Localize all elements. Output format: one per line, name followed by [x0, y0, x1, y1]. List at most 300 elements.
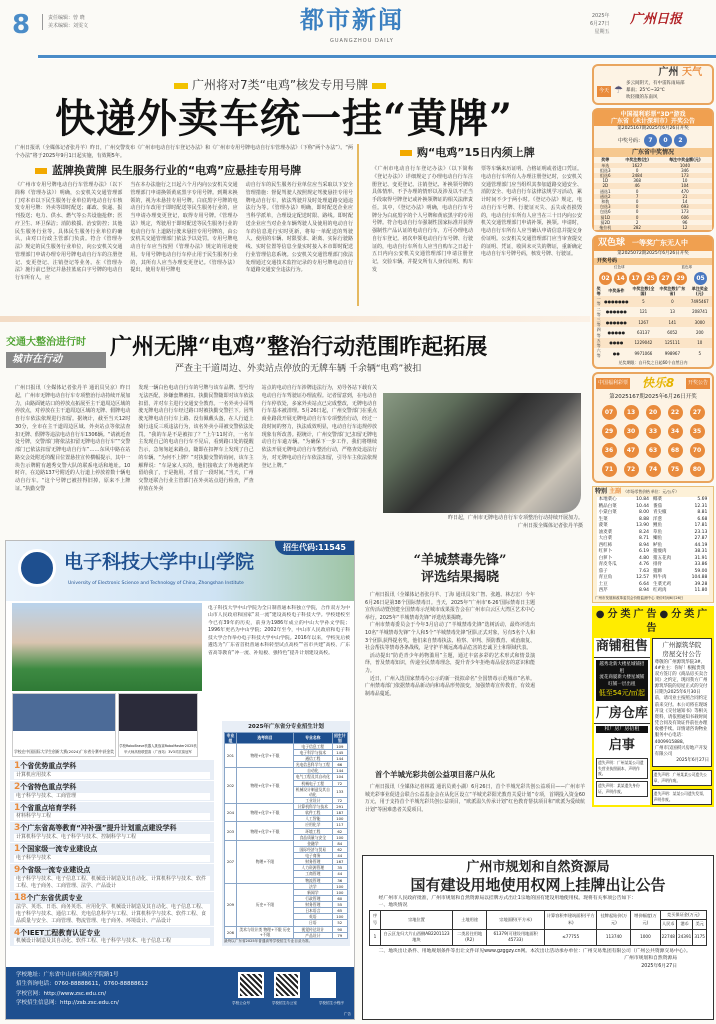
- stat-number: 4: [14, 927, 21, 938]
- group-code: 207: [225, 840, 237, 883]
- cell: 113740: [597, 929, 631, 945]
- price-value: 23.13: [694, 529, 708, 535]
- blue-label: 蓝色球: [681, 265, 692, 270]
- column: 动自行车的民生服务行业单位应当采取以下安全管理措施：督促驾驶人按照规定驾驶悬挂专用号牌电动自行车，依法驾驶并及时处理道路交通违法行为等。《管理办法》明确，即时配送企业应当科学派单，合理设定配送时限、路线。即时配送企业应当对企业车辆驾驶人及使用的电动自行车的信息进行实时更新，将每一单配送的驾驶人、使用的车辆、时限要求、距离、实际行驶路线、实时位置等信息全量实时接入本市即时配送行业管理信息系统。公安机关交通管理部门依法处理通过交通技术监控记录的专用号牌电动自行车道路交通安全违法行为。: [245, 182, 353, 274]
- school-contacts: [6, 967, 354, 1019]
- cell: 0: [635, 188, 639, 194]
- stat-desc: 机械设计制造及其自动化、软件工程、电子科学与技术、电子信息工程: [14, 938, 210, 945]
- cell: 12: [658, 225, 712, 230]
- group-req: 物理+化学+不限: [236, 743, 293, 768]
- notice-subtitle: 国有建设用地使用权网上挂牌出让公告: [410, 876, 666, 895]
- bar-icon: [400, 150, 412, 156]
- cloud-rain-icon: ☂: [614, 85, 623, 97]
- story1-subhead-2: [400, 145, 535, 160]
- price-value: 8.81: [697, 510, 708, 516]
- cell: ●●●●●●●: [603, 296, 629, 306]
- quota: 144: [332, 756, 347, 762]
- section-2: 二、地块出让条件、用地规划条件等出让文件详见www.gzggzy.cn网。本次出让活动承办单位：广州交易集团有限公司（广州公共资源交易中心）。: [378, 948, 691, 954]
- price-value: 27.87: [694, 536, 708, 542]
- weather-day: 今天: [597, 86, 611, 98]
- section-heading: 一、地块情况: [378, 903, 408, 909]
- plan-title: 2025年广东省分专业招生计划: [248, 724, 324, 730]
- signature: 广州市规划和自然资源局: [624, 956, 677, 962]
- cell: 21: [658, 194, 712, 199]
- ball: 2: [674, 134, 687, 147]
- story3-body2: 广州日报讯（全媒体记者林霞 通讯员黄小湖）6月26日，首个羊城光彩共创公益项目——广州市羊城光彩事业促进会联合公益基金会在从化区设立“羊城光彩阳光教育关爱计划”专项，首期投入资金60万元，用于支持首个羊城光彩共创公益项目，“欧派温久传承计划”红色教育帮扶项目和“欧派为爱续航计划”等困难患者关爱项目。: [365, 784, 585, 813]
- website-link[interactable]: 学校招生信息网：http://zsb.zsc.edu.cn/: [16, 1000, 119, 1007]
- cell: 606: [658, 215, 712, 220]
- column: 当在本办法施行之日起六个月内向公安机关交通管理部门申请换领黄底黑字专用号牌。到期未换领的，视为未悬挂专用号牌。白底黑字号牌的电动自行车改用于即时配送等民生服务行业的，应当申请办理变更登记，取得专用号牌。《管理办法》规定，驾驶用于即时配送等民生服务行业的电动自行车上道路行驶未悬挂专用号牌的，由公安机关交通管理部门依法予以处罚。专用号牌电动自行车应当按照《管理办法》规定的用途使用。专用号牌电动自行车停止用于民生服务行业的，其所有人应当办理变更登记。《管理办法》提出，使用专用号牌电: [130, 182, 238, 274]
- story3-subhead: 首个羊城光彩共创公益项目落户从化: [375, 770, 495, 779]
- price-value: 8.24: [638, 529, 649, 535]
- cell: 0: [617, 204, 658, 209]
- cell: 96: [682, 219, 688, 225]
- cell: 5: [698, 350, 702, 356]
- school-advertisement: [5, 540, 355, 1020]
- price-title2: 主副: [609, 487, 622, 495]
- major: 人力资源管理: [293, 865, 332, 871]
- item-name: 排骨: [652, 562, 662, 568]
- paragraph: 广州市禁毒委员会于今年3月启动了“羊城禁毒先锋”选树活动，最终评选出10名“羊城禁毒先锋”个人和5个“羊城禁毒先锋”团队正式对象，另有5名个人和3个团队获得提名奖。他们来自禁毒执法、检察、审判、预防教育、戒治康复、社会帮扶等禁毒各条战线，是守护羊城远离毒品危害的忠诚卫士和领域代表。: [365, 622, 535, 652]
- story2-headline: 广州无牌“电鸡”整治行动范围昨起拓展: [110, 334, 488, 360]
- kl8-ball: 29: [602, 424, 617, 439]
- quota: 36: [332, 877, 347, 883]
- cell: ●●●●●●: [605, 309, 627, 315]
- story1-intro: 广州日报讯（全媒体记者张丹羊）昨日，广州交警发布《广州市电动自行车登记办法》和《广州市专用号牌电动自行车管理办法》（下称“两个办法”）。“两个办法”将于2025年9月1日起实施，有效期5年。: [15, 145, 353, 159]
- bar-icon: [35, 168, 47, 174]
- th: 中奖注数(全国): [632, 285, 655, 297]
- subhead-text: 蓝牌换黄牌 民生服务行业的“电鸡”应悬挂专用号牌: [52, 164, 302, 177]
- price-value: 13.90: [636, 523, 649, 529]
- headline-line: “羊城禁毒先锋”: [413, 553, 507, 568]
- quota: 90: [332, 926, 347, 932]
- quota: 291: [332, 804, 347, 810]
- cell: 通选1: [599, 188, 611, 194]
- major: 人工智能: [293, 816, 332, 822]
- stat-label: 个省特色重点学科: [20, 782, 77, 791]
- quota: 100: [332, 889, 347, 895]
- stat-heading: [14, 803, 210, 814]
- group-code: 203: [225, 822, 237, 840]
- small-ad: 遗失声明：广州某某公司遗失营业执照副本，声明作废。: [596, 758, 648, 780]
- item-name: 鲈鱼: [652, 542, 662, 548]
- school-name-en: University of Electronic Science and Technology of China, Zhongshan Institute: [68, 581, 244, 586]
- price-table: [597, 497, 710, 595]
- stat-desc: 法学、英语、日语、商务英语、应用化学、机械设计制造及其自动化、电子信息工程、电子科学与技术、通信工程、光电信息科学与工程、计算机科学与技术、软件工程、食品质量与安全、工商管理、物流管理、电子商务、环境设计、产品设计: [14, 904, 210, 925]
- year: 2025年: [591, 13, 610, 19]
- table-row: [594, 296, 712, 306]
- cell: 14: [682, 198, 688, 204]
- item-name: 白萝卜: [598, 555, 613, 561]
- weather-label: 天气: [682, 67, 702, 78]
- major: 工商管理: [293, 871, 332, 877]
- item-name: 红鸡肉: [652, 588, 667, 594]
- cell: 13: [669, 309, 675, 315]
- kl8-ball: 72: [624, 462, 639, 477]
- label: 中奖号码：: [617, 138, 643, 145]
- stat-label: 个省级一流专业建设点: [20, 865, 91, 874]
- photo-caption: [385, 515, 583, 531]
- stat-number: 3: [14, 823, 21, 834]
- cell: 282: [617, 225, 658, 230]
- th: 招生计划: [334, 732, 346, 743]
- photo-credit: 广州日报全媒体记者张丹羊摄: [517, 522, 583, 529]
- stat-item: [10, 802, 214, 822]
- small-ad: 遗失声明：广州某某公司遗失公章，声明作废。: [652, 770, 712, 786]
- major: 视觉传达设计: [293, 926, 332, 932]
- contact-line: 招生咨询电话：0760-88888611，0760-88888612: [16, 981, 148, 988]
- group-req: 物理+化学+不限: [236, 804, 293, 822]
- major: 电子信息工程: [293, 743, 332, 749]
- th: 竞买保证金(万元): [660, 910, 706, 920]
- cell: 173: [681, 209, 689, 215]
- qr-code-icon[interactable]: [274, 972, 300, 998]
- red-ball: 27: [659, 272, 672, 285]
- notice-title: 房屋交付公告: [662, 650, 702, 659]
- story1-body-2: [372, 166, 582, 275]
- stat-number: 1: [14, 844, 21, 855]
- weekday: 星期五: [594, 29, 610, 35]
- cell: 组选3: [599, 167, 611, 173]
- subhead-text: 购“电鸡”15日内须上牌: [417, 146, 535, 159]
- price-value: 6.64: [638, 581, 649, 587]
- th: 专业组: [225, 732, 237, 743]
- major: 财务管理: [293, 902, 332, 908]
- th: 专业名称: [293, 732, 332, 743]
- cell: 3175: [693, 929, 707, 945]
- issue: 第2025167期2025年6月26日开奖: [609, 394, 697, 401]
- quota: 52: [332, 920, 347, 926]
- kl8-ball: 80: [690, 462, 705, 477]
- notice-intro: 经广州市人民政府批准，广州市规划和自然资源局以挂牌方式出让1宗地的国有建设用地使用权。现将有关事项公告如下：: [378, 896, 636, 901]
- quota: 35: [332, 865, 347, 871]
- price-value: 17.81: [694, 523, 708, 529]
- ssq-table: [594, 286, 712, 359]
- item-name: 猪五花肉: [652, 555, 671, 561]
- stat-item: [10, 892, 214, 926]
- price-value: 31.91: [694, 555, 708, 561]
- cell: 猜2D: [600, 219, 611, 225]
- column-tag: [6, 336, 106, 368]
- stat-heading: [14, 893, 210, 904]
- quota: 104: [332, 774, 347, 780]
- kl8-ball: 68: [668, 443, 683, 458]
- separator: [357, 144, 359, 306]
- qr-code-icon[interactable]: [310, 972, 336, 998]
- major: 环境工程: [293, 828, 332, 834]
- cell: 998967: [664, 350, 681, 356]
- item-name: 小棠白菜: [598, 510, 617, 516]
- day: 6月27日: [590, 21, 610, 27]
- column: 《广州市专用号牌电动自行车管理办法》（以下简称《管理办法》）明确，公安机关交通管理部门对本市以下民生服务行业单位的电动自行车核发专用号牌：外卖等即时配送；邮政、快递、报刊投送；电力、供水、燃气等公共设施抢修；医疗卫生、环卫保洁；消防救援、治安防控；其他民生服务行业等。具体民生服务行业单位的确认，由对口行政主管部门负责。符合《管理办法》规定的民生服务行业单位，向公安机关交通管理部门申请办理专用号牌电动自行车的注册登记、变更登记、注销登记等业务。在《管理办法》施行前已登记并悬挂蓝底白字号牌的电动自行车所有人，应: [15, 182, 123, 281]
- major: 金融学: [293, 840, 332, 846]
- th: 奖等: [601, 157, 610, 163]
- major: 食品质量与安全: [293, 834, 332, 840]
- cell: ●●●●●: [607, 329, 626, 335]
- lottery-3d: [592, 108, 714, 232]
- cell: 2D: [594, 183, 617, 188]
- column: 站点的电动自行车涉牌违法行为，劝导各站下载有关电动自行车驾驶证办理流程。记者留意到，在电动自行车停放处，多家外卖站点已完成整改，无牌电动自行车基本被清理。5月26日起，广州交警部门在重点商业路段开展无牌电动自行车专项整治行动，经过一段时间的努力，执法成效明显，电动自行车违规停放现象有所改善。据统计，广州交警部门已扣留无牌电动自行车逾万辆。“为确保下一步工作，我们将继续依法开展无牌电动自行车整治行动，严格查处违法行为，对无牌电动自行车依法扣留，引导车主依法依规登记上牌。”: [261, 385, 377, 469]
- cell: 141: [657, 317, 687, 327]
- table-row: [594, 338, 712, 348]
- th: 中奖注数(注): [625, 157, 649, 163]
- th: 单注奖金(元): [691, 285, 708, 297]
- quota: 144: [332, 768, 347, 774]
- price-unit: （市场零售价格 单位：元/公斤）: [623, 488, 679, 494]
- page-number: 8: [12, 10, 31, 40]
- major: 通信工程: [293, 756, 332, 762]
- kl8-ball: 22: [668, 405, 683, 420]
- ad-warehouse-heading: 厂房仓库: [594, 705, 650, 724]
- quota: 60: [332, 895, 347, 901]
- right-column: [592, 64, 714, 807]
- stat-desc: 电子科学与技术、电子信息工程、机械设计制造及其自动化、计算机科学与技术、软件工程、电子商务、工商管理、法学、产品设计: [14, 876, 210, 890]
- headline-line: 评选结果揭晓: [420, 569, 499, 585]
- editors: [42, 14, 88, 30]
- qr-code-icon[interactable]: [238, 972, 264, 998]
- kl8-ball: 71: [602, 462, 617, 477]
- lottery-3d-title: [594, 110, 712, 126]
- cell: 22748: [660, 929, 676, 945]
- notice-title: 广州源筑华院: [662, 641, 702, 650]
- section-title-en: GUANGZHOU DAILY: [330, 38, 394, 44]
- ad-line: 低至54元/㎡起: [598, 689, 645, 698]
- item-name: 猪蹄: [652, 568, 662, 574]
- stat-desc: 材料科学与工程: [14, 813, 210, 820]
- notice-sign: 广州市汉国祺兴房地产开发有限公司: [654, 745, 708, 757]
- lottery-3d-table: [594, 157, 712, 230]
- major: 机械设计制造及其自动化: [293, 786, 332, 797]
- ball: 0: [659, 134, 672, 147]
- major: 机械电子工程: [293, 780, 332, 786]
- price-value: 8.00: [638, 510, 649, 516]
- th: 每注中奖金额(元): [669, 157, 701, 163]
- story3-headline: [380, 553, 540, 587]
- cell: 1D: [602, 178, 609, 184]
- cell: 组选6: [594, 173, 617, 178]
- story2-subhead: 严查主干道周边、外卖站点停放的无牌车辆 千余辆“电鸡”被扣: [175, 364, 422, 374]
- ad-warehouse[interactable]: 和厂房厂房招租: [596, 726, 648, 734]
- ssq-title: 双色球: [598, 238, 626, 249]
- ssq-banner: 一等奖广东无人中: [632, 239, 689, 248]
- item-name: 洋葱: [652, 516, 662, 522]
- major: 行政管理: [293, 895, 332, 901]
- group-code: 206: [225, 926, 237, 938]
- item-name: 青尖椒: [652, 510, 667, 516]
- cell: 63137: [637, 329, 650, 335]
- section-title: 都市新闻: [300, 5, 404, 34]
- cell: 2484: [617, 173, 658, 178]
- th: 中奖条件: [608, 288, 625, 294]
- quota: 117: [332, 822, 347, 828]
- cell: 1000: [631, 929, 660, 945]
- table-row: [594, 225, 712, 230]
- major: 英语: [293, 914, 332, 920]
- issue: 第2025072期2025年6月26日开奖: [617, 250, 689, 256]
- item-name: 鲜牛肉: [652, 575, 667, 581]
- major: 国际经济与贸易: [293, 846, 332, 852]
- notice-body: 尊敬的广州源筑华院3#、4#业主：你好！根据贵我双方签订的《商品房买卖合同》之约定，现同我方广州源筑华院的房屋正式的交付日期为2025年6月30日前，请司业主按照合同约定前来交付。本公司将在现场开设《交付通知书》等相关资料，请依照通知书载时间凭合同及有效证件前往办理收楼手续。详情请咨询物业服务中心电话：4009915888。: [654, 659, 708, 745]
- cell: 六等: [596, 348, 601, 359]
- notice-date: 2025年6月27日: [676, 758, 709, 764]
- quota: 55: [332, 902, 347, 908]
- quota: 100: [332, 816, 347, 822]
- item-name: 椰菜: [652, 497, 662, 503]
- quota: 62: [332, 846, 347, 852]
- ad-shop[interactable]: [596, 660, 648, 701]
- cell: 104: [658, 183, 712, 188]
- group-code: 202: [225, 768, 237, 804]
- price-value: 59.00: [694, 568, 708, 574]
- group-req: 历史+不限: [236, 883, 293, 926]
- cell: 0: [635, 198, 639, 204]
- quota: 72: [332, 797, 347, 803]
- cell: 1267: [630, 317, 658, 327]
- quota: 79: [332, 932, 347, 938]
- quota: 66: [332, 762, 347, 768]
- quota: 44: [332, 853, 347, 859]
- price-value: 12.31: [694, 503, 708, 509]
- quota: 100: [332, 883, 347, 889]
- cell: 208741: [692, 309, 708, 315]
- th: 土地用途: [453, 910, 487, 929]
- price-value: 11.80: [694, 588, 708, 594]
- small-ad: 遗失声明：某某公司遗失发票，声明作废。: [652, 789, 712, 805]
- cell: 1229042: [630, 338, 658, 348]
- th: 增价幅度(万元): [631, 910, 660, 929]
- weather-box: [592, 64, 714, 105]
- divider: [0, 316, 590, 322]
- school-stats: [6, 759, 218, 947]
- stat-heading: [14, 761, 210, 772]
- major: 应用化学: [293, 822, 332, 828]
- kl8-logo: 快乐8: [641, 375, 675, 390]
- cell: 三等: [594, 317, 603, 327]
- major: 日语: [293, 920, 332, 926]
- column: 《广州市电动自行车登记办法》（以下简称《登记办法》）详细规定了办理电动自行车注册登记、变更登记、注销登记、补换领号牌的具体情形、不予办理的情形以及涉及以不正当手段取得号牌登记或补换领牌证的相关法律责任。其中，《登记办法》明确，电动自行车号牌分为白底黑字的个人号牌和黄底黑字的专用号牌。符合电动自行车强制性国家标准并获得强制性产品认证的电动自行车，方可办理电动自行车登记。初次申领电动自行车号牌、行驶证的，电动自行车所有人应当自购车之日起十五日内向公安机关交通管理部门申请注册登记，交验车辆，并提交所有人身份证明、购车发: [372, 166, 473, 273]
- th: 宗地位置: [380, 910, 452, 929]
- cell: 拖拉机: [594, 225, 617, 230]
- item-name: 青豆角: [598, 575, 613, 581]
- stat-number: 2: [14, 781, 21, 792]
- table-row: [370, 929, 707, 945]
- award-photo-2: [118, 693, 198, 757]
- th: 序号: [370, 910, 381, 929]
- kl8-ball: 33: [646, 424, 661, 439]
- table-title: 广东省中奖情况: [594, 148, 712, 157]
- cell: 1040: [658, 163, 712, 168]
- cell: 173: [658, 173, 712, 178]
- title-line: 中国福利彩票“3D”游戏: [620, 110, 686, 118]
- editor: 责任编辑：曾 晓: [48, 15, 85, 21]
- major: 物流管理: [293, 877, 332, 883]
- paragraph: 广州日报讯（全媒体记者张丹羊、丁海 通讯员朱广智、张越、林志宏）今年6月26日是第38个国际禁毒日。当天，2025年“广州市‘6·26’国际禁毒日主题宣传活动暨创建全国禁毒示范城市成果报告会在广州市白云区大湾区艺术中心举行。2025年“羊城禁毒先锋”评选结果揭晓。: [365, 592, 535, 621]
- cell: 121: [639, 309, 648, 315]
- stat-heading: [14, 928, 210, 939]
- kicker-text: 广州将对7类“电鸡”核发专用号牌: [192, 78, 369, 92]
- kl8-ball: 75: [668, 462, 683, 477]
- price-value: 10.84: [636, 497, 649, 503]
- quota: 100: [332, 914, 347, 920]
- major: 软件工程: [293, 810, 332, 816]
- lottery-ssq: [592, 235, 714, 369]
- cell: 猜1D: [594, 215, 617, 220]
- website-link[interactable]: 学校官网：http://www.zsc.edu.cn/: [16, 990, 107, 997]
- kl8-balls: [594, 402, 712, 481]
- campus-photo: [12, 603, 202, 691]
- kl8-ball: 47: [624, 443, 639, 458]
- delivery-notice: [652, 638, 712, 767]
- stat-desc: 计算机科学与技术、电子科学与技术、控制科学与工程: [14, 834, 210, 841]
- cell: ●●●●●●: [603, 317, 629, 327]
- cell: 二等: [596, 306, 601, 317]
- classified-ads: [592, 606, 714, 806]
- ad-line: 流花商厦新大楼星城铺: [599, 675, 645, 681]
- cell: 一等: [594, 296, 603, 306]
- header-rule: [38, 55, 716, 59]
- notice-title: 广州市规划和自然资源局: [466, 860, 610, 875]
- stat-label: 个IEET工程教育认证专业: [20, 928, 101, 937]
- price-value: 8.88: [638, 516, 649, 522]
- th: 奖等: [596, 285, 601, 297]
- ad-line: 越秀北新大楼星城铺招租: [599, 661, 645, 674]
- price-value: 4.76: [638, 562, 649, 568]
- group-req: 美术与设计类 物理+不限 历史+不限: [236, 926, 293, 938]
- winning-numbers: [594, 133, 712, 148]
- quota: 187: [332, 810, 347, 816]
- ball: 7: [644, 134, 657, 147]
- red-ball: 25: [644, 272, 657, 285]
- cell: 包选3: [594, 204, 617, 209]
- column: 票等车辆来历证明、合格证明或者进口凭证。电动自行车所有人办理注册登记时，公安机关交通管理部门应当组织其参加道路交通安全、消防安全、电动自行车法律法规学习活动，累计时间不少于两小时。《登记办法》规定，电动自行车号牌、行驶证灭失、丢失或者损毁的，电动自行车所有人应当在三十日内向公安机关交通管理部门申请补领、换领。申请时，电动自行车所有人应当确认申请信息并提交身份证明。公安机关交通管理部门应当审查提交的证明、凭证，收回未灭失的牌证，重新确定电动自行车号牌号码，核发号牌、行驶证。: [481, 166, 582, 258]
- kl8-ball: 20: [646, 405, 661, 420]
- lottery-kl8: [592, 372, 714, 483]
- story3-body: [365, 592, 535, 698]
- group-req: 物理+化学+不限: [236, 768, 293, 804]
- item-name: 菠菜: [598, 523, 608, 529]
- cell: 五等: [594, 338, 603, 348]
- item-name: 茄子: [598, 568, 608, 574]
- story2-body: [15, 385, 377, 494]
- weather-title: [594, 66, 712, 80]
- kl8-ball: 27: [690, 405, 705, 420]
- quota: 44: [332, 871, 347, 877]
- th: 选考科目: [236, 732, 293, 743]
- major: 新闻学: [293, 889, 332, 895]
- paragraph: 近日，广州入选国家禁毒办公示的新一批拟命名“全国禁毒示范城市”名单。广州禁毒部门依据禁毒品新动向和毒品形势演变，加强禁毒宣传教育，有效遏制毒品蔓延。: [365, 675, 535, 697]
- cell: 7495467: [688, 296, 712, 306]
- cell: 10: [688, 338, 712, 348]
- header-row: [594, 286, 712, 296]
- stat-desc: 计算机应用技术: [14, 772, 210, 779]
- ad-notice-heading: 启事: [608, 738, 635, 754]
- cell: 470: [681, 188, 689, 194]
- cell: 5: [630, 296, 658, 306]
- stat-heading: [14, 844, 210, 855]
- table-row: [594, 348, 712, 358]
- kl8-ball: 74: [646, 462, 661, 477]
- kl8-ball: 13: [624, 405, 639, 420]
- story1-kicker: [170, 78, 390, 92]
- price-value: 7.63: [638, 568, 649, 574]
- cell: 6052: [667, 329, 678, 335]
- plan-note: 最终以广东省2025年普通高等学校招生专业目录为准。: [224, 938, 313, 943]
- school-emblem-icon: [18, 549, 56, 587]
- story1-body-1: [15, 182, 353, 283]
- qr-label: 学校招生小程序: [318, 1001, 344, 1005]
- cell: 0: [635, 167, 639, 173]
- price-value: 8.71: [638, 536, 649, 542]
